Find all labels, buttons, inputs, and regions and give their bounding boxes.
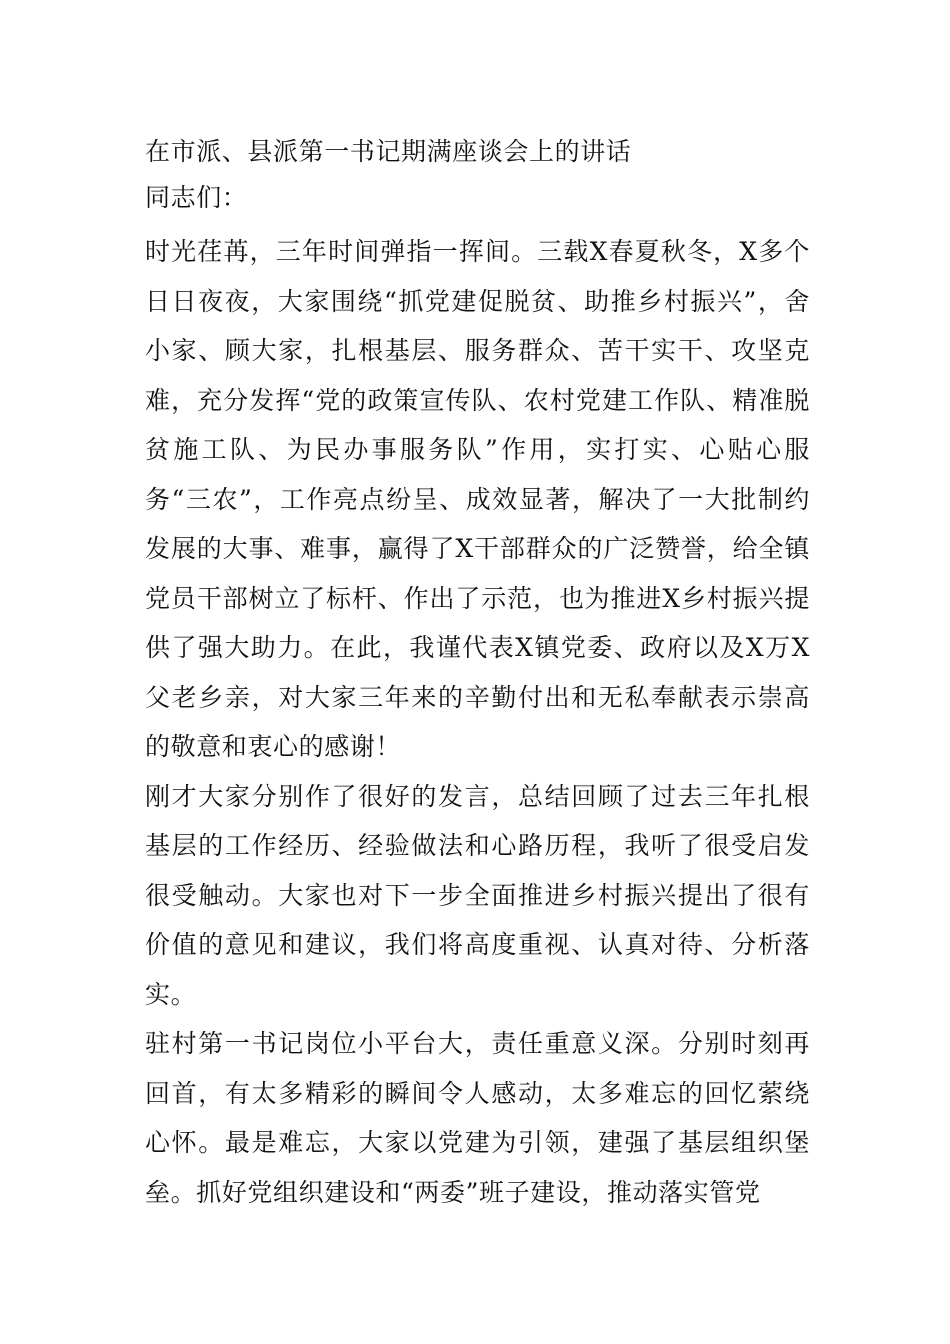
document-title: 在市派、县派第一书记期满座谈会上的讲话	[145, 137, 632, 166]
greeting: 同志们：	[145, 183, 248, 212]
document-body	[145, 128, 810, 1217]
paragraph-1: 时光荏苒，三年时间弹指一挥间。三载X春夏秋冬，X多个日日夜夜，大家围绕“抓党建促脱贫、助推乡村振兴”，舍小家、顾大家，扎根基层、服务群众、苦干实干、攻坚克难，充分发挥“党的政策宣传队、农村党建工作队、精准脱贫施工队、为民办事服务队”作用，实打实、心贴心服务“三农”，工作亮点纷呈、成效显著，解决了一大批制约发展的大事、难事，赢得了X干部群众的广泛赞誉，给全镇党员干部树立了标杆、作出了示范，也为推进X乡村振兴提供了强大助力。在此，我谨代表X镇党委、政府以及X万X父老乡亲，对大家三年来的辛勤付出和无私奉献表示崇高的敬意和衷心的感谢！	[145, 237, 810, 761]
paragraph-2: 刚才大家分别作了很好的发言，总结回顾了过去三年扎根基层的工作经历、经验做法和心路历程，我听了很受启发很受触动。大家也对下一步全面推进乡村振兴提出了很有价值的意见和建议，我们将高度重视、认真对待、分析落实。	[145, 781, 810, 1009]
paragraph-3: 驻村第一书记岗位小平台大，责任重意义深。分别时刻再回首，有太多精彩的瞬间令人感动，太多难忘的回忆萦绕心怀。最是难忘，大家以党建为引领，建强了基层组织堡垒。抓好党组织建设和“两委”班子建设，推动落实管党	[145, 1029, 810, 1207]
